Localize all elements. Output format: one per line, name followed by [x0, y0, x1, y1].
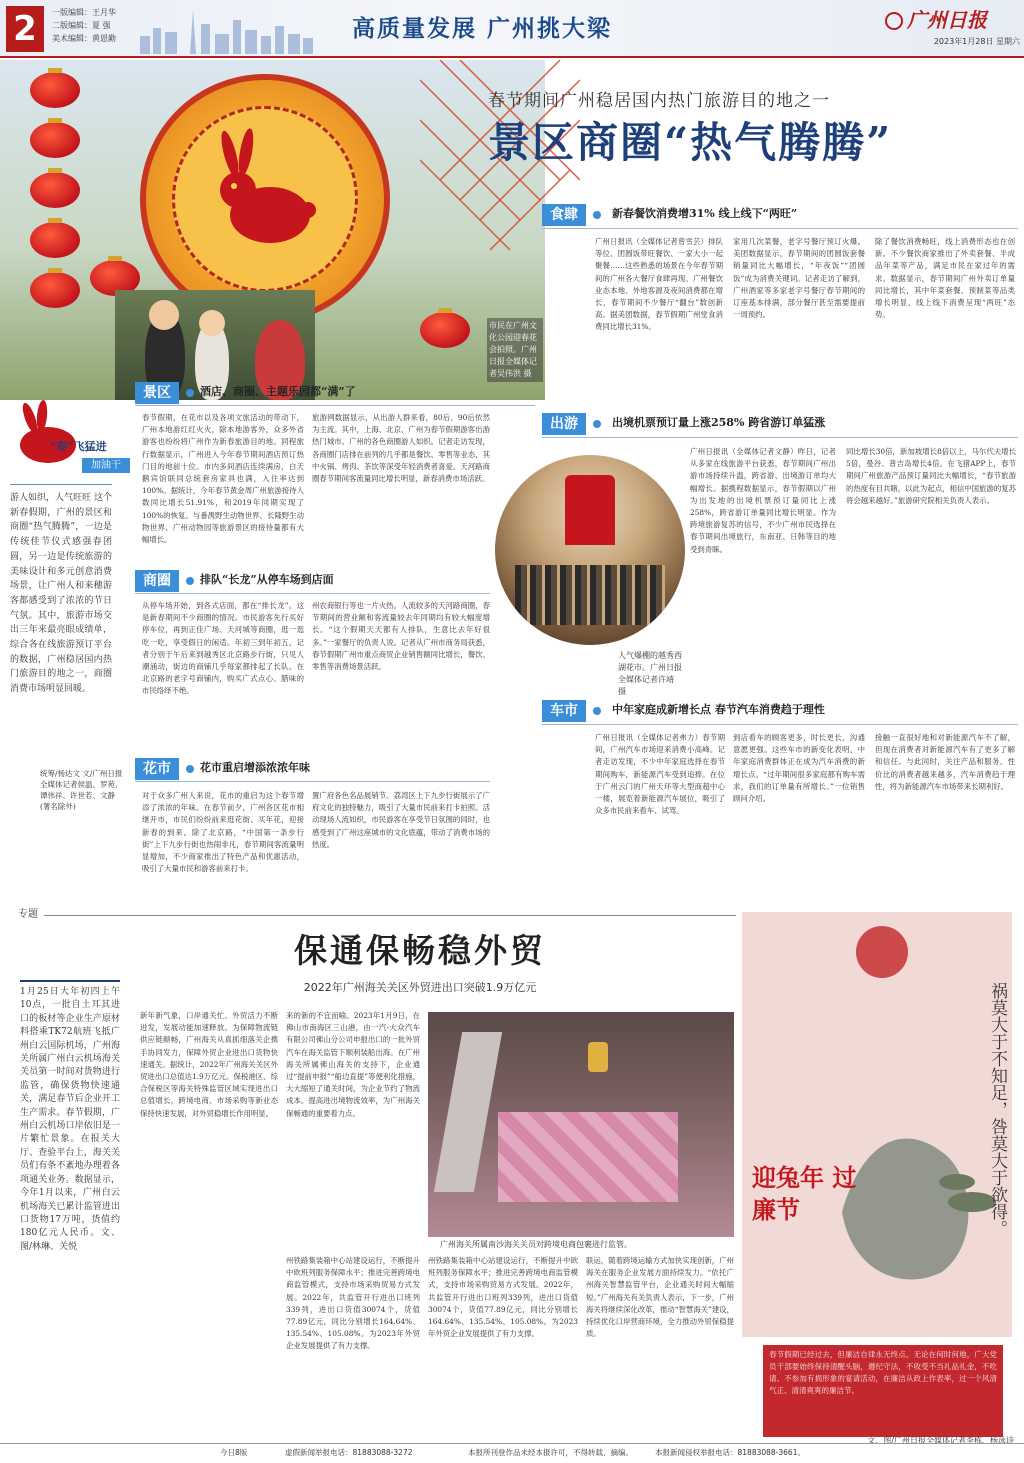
divider [135, 781, 490, 782]
section-title: 高质量发展 广州挑大梁 [352, 15, 613, 42]
bullet-dot [593, 707, 601, 715]
poster-credit: 文、图/广州日报全媒体记者李栋、杨泳诗 [867, 1436, 1014, 1445]
body-cars-col2: 到店看车的顾客更多，时长更长，沟通意愿更强。这些车市的新变化表明，中年家庭消费群体正在成为汽车消费的新增长点。“过年期间很多家庭都有购车需求，我们的订单量有所增长。”一位销售顾问介绍。 [733, 733, 865, 804]
divider [542, 437, 1018, 438]
tag-flowers: 花市 [135, 758, 179, 780]
customs-photo-caption: 广州海关所属南沙海关关员对跨境电商包裹进行监管。 [440, 1240, 632, 1249]
divider [542, 228, 1018, 229]
editor-line: 一版编辑：王月华 [52, 8, 116, 17]
travel-photo-caption: 人气爆棚的越秀西湖花市。广州日报全媒体记者许靖 摄 [618, 651, 682, 696]
heading-cars: 中年家庭成新增长点 春节汽车消费趋于理性 [612, 703, 825, 716]
heading-dining: 新春餐饮消费增31% 线上线下“两旺” [612, 207, 798, 220]
body-dining-col2: 家用几次菜餐，老字号餐厅预订火爆。美团数据显示，春节期间的团圆饭套餐销量同比大幅增长，“年夜饭”“团圆饭”成为消费关键词。记者走访了解到，广州酒家等多家老字号餐厅春节期间的订座基本排满，部分餐厅甚至需要提前一周预约。 [733, 237, 865, 320]
divider [135, 593, 490, 594]
customs-officer [588, 1042, 608, 1072]
gate-arch [565, 475, 615, 545]
divider [20, 980, 120, 982]
person-face [199, 310, 225, 336]
page-number: 2 [6, 6, 44, 52]
logo-text: 广州日报 [907, 8, 987, 32]
trade-title: 保通保畅稳外贸 [294, 931, 546, 970]
bullet-dot [593, 420, 601, 428]
tag-dining: 食肆 [542, 204, 586, 226]
sidebar-credit: 统筹/杨达文 文/广州日报全媒体记者侯温、罗苑、谭伟祥、许世若、文静(署名除外) [40, 769, 123, 811]
body-flowers-col2: 置广府各色名品展销节。荔湾区上下九步行街展示了广府文化的独特魅力，吸引了大量市民前来打卡拍照。活动现场人流如织，市民游客在享受节日氛围的同时，也感受到了广州这座城市的文化底蕴，带动了消费市场的热度。 [312, 791, 490, 849]
sidebar-slogan-badge: 加油干 [82, 458, 130, 473]
poster-quote: 祸莫大于不知足，咎莫大于欲得。 [987, 982, 1007, 1237]
body-cars-col1: 广州日报讯（全媒体记者弗力）春节期间，广州汽车市场迎来消费小高峰。记者走访发现，不少中年家庭选择在春节期间购车，新能源汽车受到追捧。在位于广州云门的广州天环等大型商超中心一楼，展览着新能源汽车展位，吸引了众多市民前来看车、试驾。 [595, 733, 725, 816]
heading-flowers: 花市重启增添浓浓年味 [200, 761, 310, 774]
body-travel-col2: 同比增长30倍，新加坡增长8倍以上，马尔代夫增长5倍，曼谷、普吉岛增长4倍。在飞猪APP上，春节期间广州旅游产品预订量同比大幅增长，“春节旅游的热度有目共睹，以此为起点，相信中国旅游的复苏将会越来越好。”旅游研究院相关负责人表示。 [846, 447, 1016, 505]
lantern-icon [30, 222, 80, 258]
newspaper-logo [885, 6, 1017, 34]
body-dining-col1: 广州日报讯（全媒体记者曾雪芸）排队等位、团圆饭带旺餐饮、一家大小一起聚餐……这些熟悉的场景在今年春节期间的广州各大餐厅食肆再现。广州餐饮业态本地、外地客源及夜间消费都在增长，春节期间不少餐厅“翻台”数创新高。据美团数据，春节假期广州堂食消费同比增长31%。 [595, 237, 723, 332]
lantern-icon [420, 312, 470, 348]
footer-report: 本报新闻侵权举报电话：81883088-3661。 [655, 1448, 805, 1457]
tag-travel: 出游 [542, 413, 586, 435]
tag-cars: 车市 [542, 700, 586, 722]
body-shopping-col1: 从停车场开始，到各式店面，都在“排长龙”。这是新春期间不少商圈的情况。市民游客先行买好停车位，再到正佳广场、天河城等商圈，逛一逛吃一吃，享受假日的闲适。年初三到年初五，记者分别于午后来到越秀区北京路步行街，只见人潮涌动，街边的商铺几乎每家都排起了长队。在北京路的老字号商铺内，购买广式点心、腊味的市民络绎不绝。 [142, 601, 304, 696]
integrity-poster [742, 912, 1012, 1337]
topic-label: 专题 [18, 909, 38, 920]
bullet-dot [186, 389, 194, 397]
rabbit-icon [190, 120, 340, 270]
logo-icon [885, 12, 903, 30]
tag-scenic: 景区 [135, 382, 179, 404]
body-scenic-col1: 春节假期，在花市以及各项文旅活动的带动下，广州本地游红红火火，除本地游客外，众多外省游客也纷纷将广州作为新春旅游目的地。同程旅行数据显示，广州进入今年春节期间酒店预订热门目的地前十位。市内多间酒店连续满房，白天鹅宾馆联同总统套房家具也满，入住率达到100%。据统计，今年春节黄金周广州旅游接待人数同比增长51.91%，和2019年同期实现了100%的恢复。与番禺野生动物世界、长隆野生动物世界、广州动物园等旅游景区的接待量都有大幅增长。 [142, 413, 304, 545]
sidebar-intro: 游人如织，人气旺旺 这个新春假期，广州的景区和商圈“热气腾腾”，一边是传统佳节仪式感强春团圆，另一边是传统旅游的美味设计和多元创意消费场景，让广州人和来穗游客都感受到了浓浓的节日气氛。其中，旅游市场交出三年来最亮眼成绩单，综合各在线旅游预订平台的数据，广州稳居国内热门旅游目的地之一，商圈消费市场明显回暖。 [10, 484, 112, 697]
skyline-illustration [135, 6, 315, 54]
article-subtitle: 春节期间广州稳居国内热门旅游目的地之一 [488, 91, 830, 111]
editor-credits [52, 6, 132, 45]
body-dining-col3: 除了餐饮消费畅旺，线上消费形态也在创新。不少餐饮商家推出了外卖套餐、半成品年菜等产品，满足市民在家过年的需求。数据显示，春节期间广州外卖订单量同比增长，其中年菜套餐、预制菜等品类增长明显，线上线下消费呈现“两旺”态势。 [875, 237, 1015, 320]
divider [135, 405, 535, 406]
travel-photo [495, 455, 685, 645]
poster-body: 春节假期已经过去，但廉洁自律永无终点。无论在何时何地，广大党员干部要始终保持清醒头脑，遵纪守法，不收受不当礼品礼金，不吃请、不参加有损形象的宴请活动，在廉洁从政上作表率，过一个风清气正、清清爽爽的廉洁节。 [763, 1345, 1003, 1437]
lantern-icon [30, 122, 80, 158]
editor-line: 二版编辑：夏 强 [52, 21, 111, 30]
body-trade-col2: 来的新的不宜而喻。2023年1月9日，在佛山市南海区三山港，由一汽-大众汽车有限公司佛山分公司申报出口的一批外贸汽车在海关监管下顺利装船出海。在广州海关所属佛山海关的支持下，企业通过“提前申报”“船边直提”等便利化措施，大大缩短了通关时间，为企业节约了物流成本。提高进出境物流效率，为广州海关保畅通的重要着力点。 [286, 1011, 420, 1118]
hero-caption: 市民在广州文化公园迎春花会拍照。广州日报全媒体记者吴伟洪 摄 [487, 318, 543, 382]
footer-copyright: 本报所刊登作品未经本报许可，不得转载、摘编。 [468, 1448, 633, 1457]
heading-shopping: 排队“长龙”从停车场到店面 [200, 573, 334, 586]
conveyor [434, 1032, 502, 1192]
customs-photo [428, 1012, 734, 1237]
sidebar-slogan: “春”飞猛进 [50, 440, 107, 453]
body-travel-col1: 广州日报讯（全媒体记者文静）昨日，记者从多家在线旅游平台获悉，春节期间广州出游市场持续升温，跨省游、出境游订单均大幅增长。据携程数据显示，春节假期以广州为出发地的出境机票预订量同比上涨258%，跨省游订单量同比增长明显。作为跨境旅游复苏的信号，不少广州市民选择在春节期间出境旅行，东南亚、日韩等目的地受到青睐。 [690, 447, 836, 554]
lantern-icon [30, 72, 80, 108]
bullet-dot [593, 211, 601, 219]
body-trade-col1: 新年新气象，口岸通关忙。外贸活力不断迸发，发展动能加速释放。为保障物流链供应链顺畅，广州海关从真抓细落关企携手协同发力，保障外贸企业进出口货物快速通关。据统计，2022年广州海关关区外贸进出口总值达1.9万亿元。保税港区、综合保税区等海关特殊监管区域实现进出口总值增长，跨境电商、市场采购等新业态保持快速发展，对外贸稳增长作用明显。 [140, 1011, 278, 1118]
lantern-icon [30, 272, 80, 308]
parcels [498, 1112, 678, 1202]
poster-title: 迎兔年 过廉节 [752, 1163, 857, 1224]
body-trade-col3: 州铁路集装箱中心站建设运行，不断提升中欧班列服务保障水平；推进完善跨境电商监管模式，支持市场采购贸易方式发展。2022年，共监管开行进出口班列339列，进出口货值30074个，货值77.89亿元，同比分别增长164.64%、135.54%、105.08%。为2023年外贸企业发展提供了有力支撑。 [428, 1256, 578, 1339]
footer-ad-permit: 虚假新闻举报电话：81883088-3272 [285, 1448, 413, 1457]
divider [542, 724, 1018, 725]
body-shopping-col2: 州农商银行等也一片火热。人流较多的天河路商圈，春节期间的营业额和客流量较去年同期均有较大幅度增长。“这个假期天天都有人排队，生意比去年好很多。”一家餐厅的负责人说。记者从广州市商务局获悉，春节假期广州市重点商贸企业销售额同比增长，餐饮、零售等消费场景活跃。 [312, 601, 490, 672]
divider [44, 915, 736, 916]
issue-date: 2023年1月28日 星期六 [933, 37, 1020, 46]
heading-travel: 出境机票预订量上涨258% 跨省游订单猛涨 [612, 416, 826, 429]
person-face [149, 300, 179, 330]
editor-line: 美术编辑：黄恩勤 [52, 34, 116, 43]
body-cars-col3: 接触一直很好地和对新能源汽车不了解，但现在消费者对新能源汽车有了更多了解和信任。与此同时，关注产品和服务、性价比的消费者越来越多，汽车消费趋于理性，将为新能源汽车市场带来长期利好。 [875, 733, 1015, 791]
tag-shopping: 商圈 [135, 570, 179, 592]
bullet-dot [186, 577, 194, 585]
body-flowers-col1: 对于众多广州人来说，花市的重启为这个春节增添了浓浓的年味。在春节前夕，广州各区花市相继开市，市民们纷纷前来逛花街、买年花，迎接新春的到来。除了北京路，“中国第一条步行街”上下九步行街也热闹非凡，春节期间客流量明显增加，不少商家推出了特色产品和优惠活动，吸引了大量市民和游客前来打卡。 [142, 791, 304, 874]
footer-pages: 今日8版 [220, 1448, 248, 1457]
bullet-dot [186, 765, 194, 773]
trade-subtitle: 2022年广州海关关区外贸进出口突破1.9万亿元 [303, 981, 537, 994]
trade-sidebar: 1月25日大年初四上午10点，一批自土耳其进口的板材等企业生产原材料搭乘TK72航班飞抵广州白云国际机场，广州海关所属广州白云机场海关关员第一时间对货物进行监管，确保货物快速通关，满足春节后企业开工生产需求。春节假期，广州白云机场口岸依旧是一片繁忙景象。在报关大厅、查验平台上，海关关员们有条不紊地办理着各项通关业务。数据显示，今年1月以来，广州白云机场海关已累计监管进出口货物17万吨，货值约180亿元人民币。文、图/林琳、关悦 [20, 987, 120, 1252]
body-scenic-col2: 旅游网数据显示，从出游人群来看，80后、90后依然为主流。其中，上海、北京、广州为春节假期游客出游热门城市。广州的各色商圈游人如织。记者走访发现，各商圈门店排在前列的几乎都是餐饮、零售等业态，其中火锅、烤肉、茶饮等深受年轻消费者喜爱。天河路商圈春节期间客流量同比增长明显，新春消费市场活跃。 [312, 413, 490, 484]
lantern-icon [30, 172, 80, 208]
article-title: 景区商圈“热气腾腾” [488, 118, 893, 167]
heading-scenic: 酒店、商圈、主题乐园都“满”了 [200, 385, 356, 398]
body-trade-col4: 联运，随着跨境运输方式加快实现创新，广州海关在服务企业发展方面持续发力。“依托广州海关智慧监管平台，企业通关时间大幅缩短。”广州海关有关负责人表示，下一步，广州海关将继续深化改革，推动“智慧海关”建设，持续优化口岸营商环境，全力推动外贸保稳提质。 [586, 1256, 734, 1339]
crowd [515, 565, 665, 625]
page-footer [0, 1443, 1024, 1463]
body-trade-col2b: 州铁路集装箱中心站建设运行，不断提升中欧班列服务保障水平；推进完善跨境电商监管模式，支持市场采购贸易方式发展。2022年，共监管开行进出口班列339列，进出口货值30074个，货值77.89亿元，同比分别增长164.64%、135.54%、105.08%。为2023年外贸企业发展提供了有力支撑。 [286, 1256, 420, 1351]
